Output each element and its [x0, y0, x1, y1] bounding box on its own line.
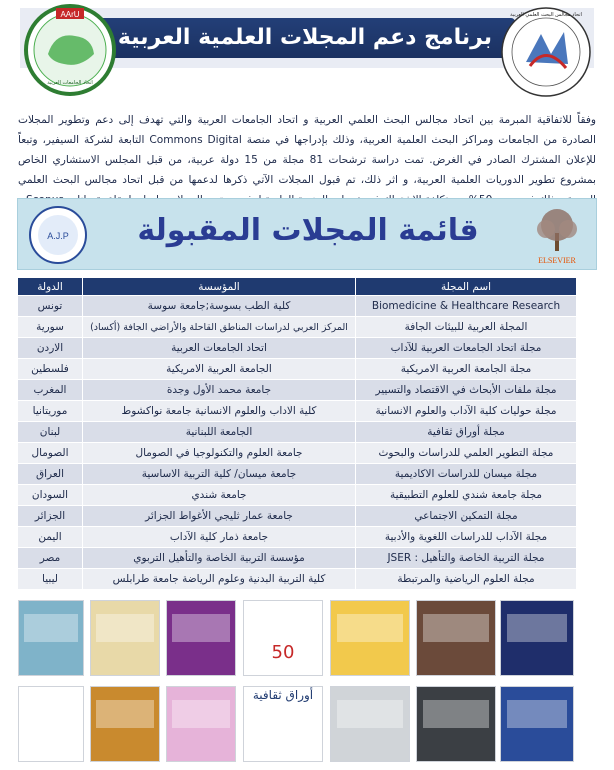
table-row	[18, 506, 577, 527]
journal-cover	[330, 686, 410, 762]
cover-art	[172, 700, 229, 728]
cover-art	[337, 700, 403, 728]
table-row	[18, 338, 577, 359]
cover-art	[507, 700, 568, 728]
institution: مؤسسة التربية الخاصة والتأهيل التربوي	[83, 548, 356, 569]
journal-cover	[90, 686, 160, 762]
elsevier-logo	[522, 203, 592, 267]
ajp-logo	[28, 205, 88, 265]
institution: اتحاد الجامعات العربية	[83, 338, 356, 359]
accepted-list-banner	[17, 198, 597, 270]
country: السودان	[18, 485, 83, 506]
institution: جامعة شندي	[83, 485, 356, 506]
journal-cover	[18, 686, 84, 762]
cover-art	[507, 614, 568, 642]
table-row	[18, 569, 577, 590]
country: لبنان	[18, 422, 83, 443]
ajp-label: A.J.P	[47, 231, 69, 241]
cover-art	[24, 700, 78, 728]
table-row	[18, 464, 577, 485]
intro-paragraph: وفقاً للاتفاقية المبرمة بين اتحاد مجالس البحث العلمي العربية و اتحاد الجامعات العربية والتي تهدف إلى دعم وتطوير المجلات الصادرة من الجامعات ومراكز البحث العلمية العربية، وذلك بإدراجها في منصة Commons Digital التابعة لشركة السيفير، وتبعاً للإعلان المشترك الصادر في الغرض. تمت دراسة ترشحات 81 مجلة من 15 دولة عربية، من قبل المجلس الاستشاري الخاص بمشروع تطوير الدوريات العلمية العربية، و اثر ذلك، تم قبول المجلات الآتي ذكرها لدعمها من قبل اتحاد مجالس البحث العلمي	[18, 114, 596, 186]
farsc-caption: اتحاد مجالس البحث العلمي العربية	[510, 12, 582, 18]
institution: جامعة عمار ثليجي الأغواط الجزائر	[83, 506, 356, 527]
cover-art	[96, 614, 153, 642]
institution: كلية الطب بسوسة;جامعة سوسة	[83, 296, 356, 317]
cover-art	[423, 614, 489, 642]
table-row	[18, 380, 577, 401]
journal-name: مجلة التمكين الاجتماعي	[356, 506, 577, 527]
journal-name: المجلة العربية للبيئات الجافة	[356, 317, 577, 338]
journal-covers-gallery	[0, 598, 614, 770]
journal-name: مجلة الجامعة العربية الامريكية	[356, 359, 577, 380]
accepted-journals-table	[17, 277, 576, 592]
country: اليمن	[18, 527, 83, 548]
header-journal-name: اسم المجلة	[356, 278, 577, 296]
aaru-label: AArU	[60, 10, 80, 19]
cover-art	[172, 614, 229, 642]
cover-art	[423, 700, 489, 728]
institution: جامعة محمد الأول وجدة	[83, 380, 356, 401]
journal-cover	[166, 600, 236, 676]
journal-name: مجلة أوراق ثقافية	[356, 422, 577, 443]
journal-cover	[330, 600, 410, 676]
table-row	[18, 485, 577, 506]
journal-cover	[243, 686, 323, 762]
institution: جامعة ميسان/ كلية التربية الاساسية	[83, 464, 356, 485]
table-row	[18, 527, 577, 548]
banner-title: قائمة المجلات المقبولة	[137, 213, 479, 248]
header-country: الدولة	[18, 278, 83, 296]
journal-cover	[500, 600, 574, 676]
journal-cover	[243, 600, 323, 676]
cover-art	[24, 614, 78, 642]
journal-name: مجلة اتحاد الجامعات العربية للآداب	[356, 338, 577, 359]
journal-cover	[416, 600, 496, 676]
institution: المركز العربي لدراسات المناطق القاحلة والأراضي الجافة (أكساد)	[83, 317, 356, 338]
institution: الجامعة العربية الامريكية	[83, 359, 356, 380]
journal-name: مجلة التربية الخاصة والتأهيل : JSER	[356, 548, 577, 569]
country: الجزائر	[18, 506, 83, 527]
institution: كلية الاداب والعلوم الانسانية جامعة نواكشوط	[83, 401, 356, 422]
country: العراق	[18, 464, 83, 485]
title-bar	[95, 18, 515, 58]
journal-cover	[416, 686, 496, 762]
journal-cover	[500, 686, 574, 762]
country: ليبيا	[18, 569, 83, 590]
table-row	[18, 317, 577, 338]
journal-cover	[90, 600, 160, 676]
country: الاردن	[18, 338, 83, 359]
journal-name: مجلة جامعة شندي للعلوم التطبيقية	[356, 485, 577, 506]
header-institution: المؤسسة	[83, 278, 356, 296]
journal-cover	[166, 686, 236, 762]
journal-name: مجلة حوليات كلية الآداب والعلوم الانسانية	[356, 401, 577, 422]
page-title: برنامج دعم المجلات العلمية العربية	[117, 25, 493, 50]
institution: جامعة العلوم والتكنولوجيا في الصومال	[83, 443, 356, 464]
cover-art	[250, 614, 316, 642]
country: المغرب	[18, 380, 83, 401]
cover-art	[337, 614, 403, 642]
country: الصومال	[18, 443, 83, 464]
table-header-row	[18, 278, 577, 296]
table-row	[18, 296, 577, 317]
page-header	[0, 0, 614, 100]
country: فلسطين	[18, 359, 83, 380]
farsc-logo	[496, 4, 596, 100]
journal-name: مجلة الآداب للدراسات اللغوية والأدبية	[356, 527, 577, 548]
table-row	[18, 401, 577, 422]
country: تونس	[18, 296, 83, 317]
table-row	[18, 422, 577, 443]
journal-name: مجلة ميسان للدراسات الاكاديمية	[356, 464, 577, 485]
table-row	[18, 548, 577, 569]
aaru-logo	[20, 2, 120, 98]
institution: جامعة ذمار كلية الآداب	[83, 527, 356, 548]
country: مصر	[18, 548, 83, 569]
journal-name: مجلة التطوير العلمي للدراسات والبحوث	[356, 443, 577, 464]
cover-label: أوراق ثقافية	[252, 688, 314, 702]
institution: الجامعة اللبنانية	[83, 422, 356, 443]
journal-name: Biomedicine & Healthcare Research	[356, 296, 577, 317]
cover-art	[250, 700, 316, 728]
journal-name: مجلة ملفات الأبحاث في الاقتصاد والتسيير	[356, 380, 577, 401]
table-row	[18, 359, 577, 380]
aaru-caption: اتحاد الجامعات العربية	[47, 80, 93, 86]
journal-cover	[18, 600, 84, 676]
table-row	[18, 443, 577, 464]
institution: كلية التربية البدنية وعلوم الرياضة جامعة طرابلس	[83, 569, 356, 590]
cover-art	[96, 700, 153, 728]
country: موريتانيا	[18, 401, 83, 422]
country: سورية	[18, 317, 83, 338]
journal-name: مجلة العلوم الرياضية والمرتبطة	[356, 569, 577, 590]
elsevier-label: ELSEVIER	[538, 256, 576, 265]
cover-label: 50	[271, 642, 295, 663]
